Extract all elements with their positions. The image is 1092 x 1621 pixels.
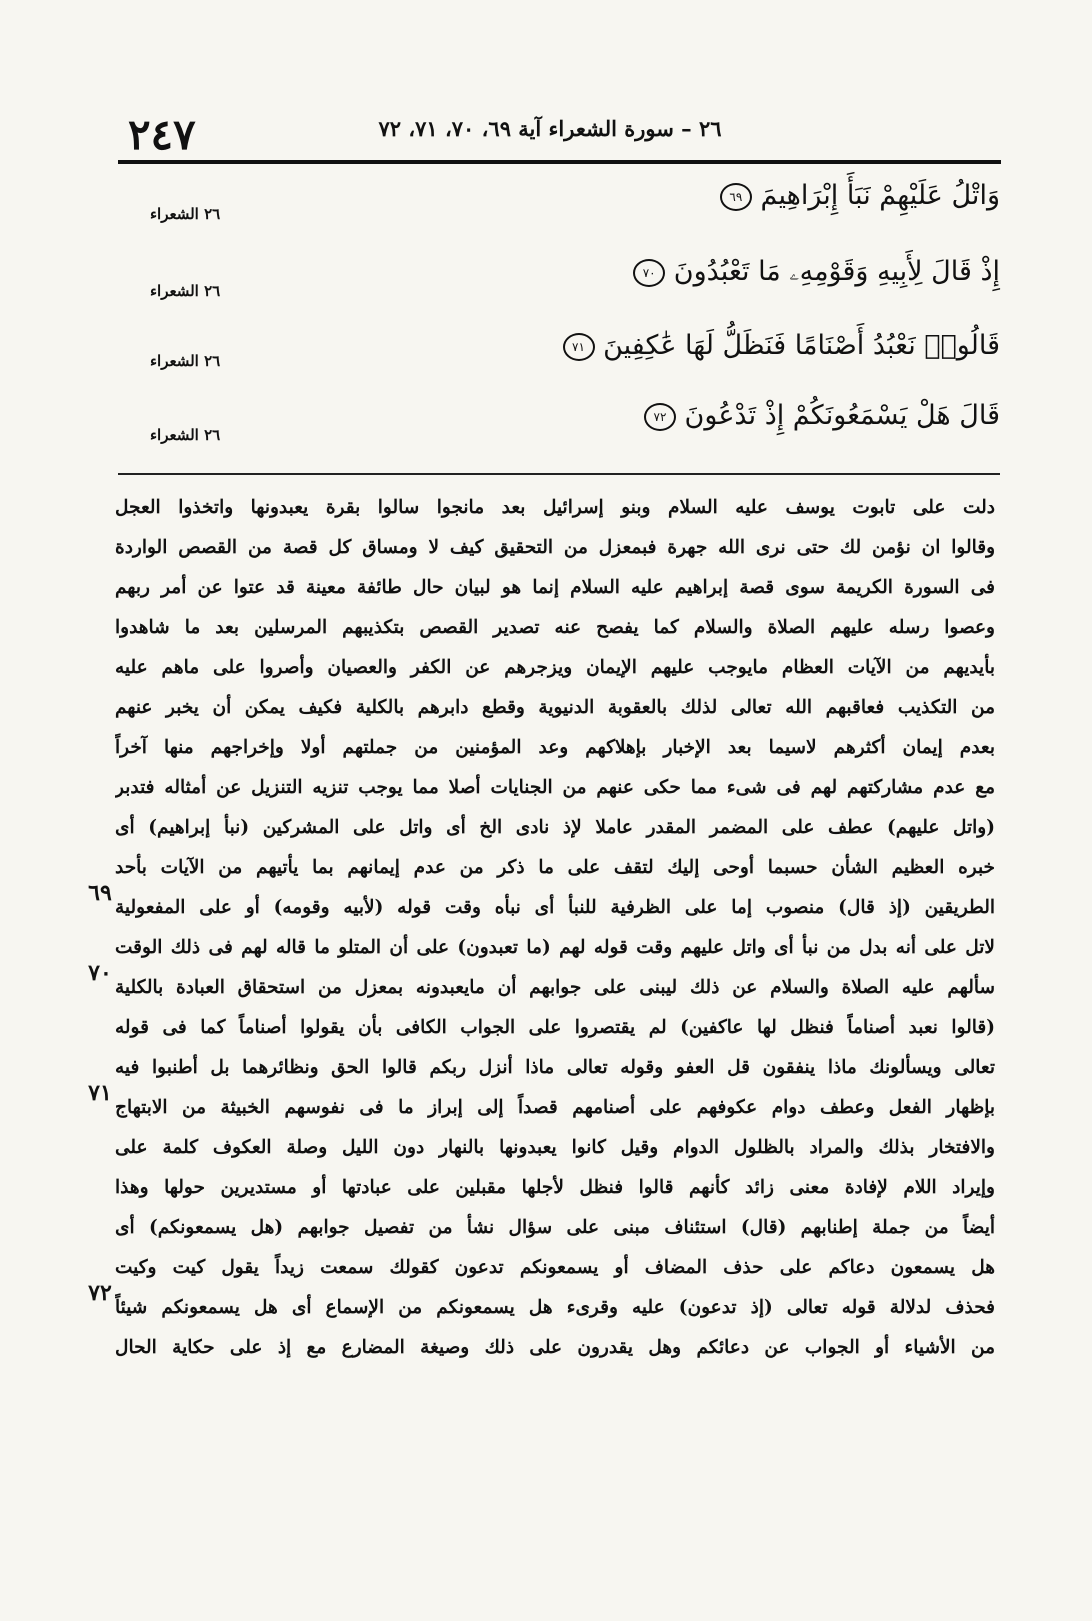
verse-line xyxy=(140,178,1000,218)
commentary-line: لاتل على أنه بدل من نبأ أى واتل عليهم وقت قوله لهم (ما تعبدون) على أن المتلو ما قاله لهم فى ذلك الوقت xyxy=(115,937,995,958)
verse-end-marker-icon: ٧٠ xyxy=(633,259,665,287)
commentary-line: تعالى ويسألونك ماذا ينفقون قل العفو وقوله تعالى ماذا أنزل ربكم قالوا الحق ونظائرهما بل أطنبوا فيه xyxy=(115,1057,995,1078)
commentary-line: وإيراد اللام لإفادة معنى زائد كأنهم قالوا فنظل لأجلها مقبلين على عبادتها أو مستديرين حولها وهذا xyxy=(115,1177,995,1198)
commentary-line: أيضاً من جملة إطنابهم (قال) استئناف مبنى على سؤال نشأ من تفصيل جوابهم (هل يسمعونكم) أى xyxy=(115,1217,995,1238)
commentary-line: بإظهار الفعل وعطف دوام عكوفهم على أصنامهم قصداً إلى إبراز ما فى نفوسهم الخبيثة من الابتهاج xyxy=(115,1097,995,1118)
verse-end-marker-icon: ٧١ xyxy=(563,333,595,361)
commentary-line: والافتخار بذلك والمراد بالظلول الدوام وقيل كانوا يعبدونها بالنهار دون الليل وصلة العكوف كلمة على xyxy=(115,1137,995,1158)
verse-line xyxy=(140,398,1000,438)
header-rule xyxy=(118,160,1001,164)
commentary-line: بأيديهم من الآيات العظام مايوجب عليهم الإيمان ويزجرهم عن الكفر والعصيان وأصروا على ماهم عليه xyxy=(115,657,995,678)
verse-line xyxy=(140,254,1000,294)
running-title: ٢٦ – سورة الشعراء آية ٦٩، ٧٠، ٧١، ٧٢ xyxy=(378,116,722,141)
surah-reference: ٢٦ الشعراء xyxy=(150,426,221,444)
verse-line xyxy=(140,328,1000,368)
verse-end-marker-icon: ٧٢ xyxy=(644,403,676,431)
commentary-line: فى السورة الكريمة سوى قصة إبراهيم عليه السلام إنما هو لبيان حال طائفة معينة قد عتوا عن أمر ربهم xyxy=(115,577,995,598)
verse-words: قَالُوا۟ نَعْبُدُ أَصْنَامًا فَنَظَلُّ لَهَا عَٰكِفِينَ xyxy=(603,330,1000,361)
commentary-line: مع عدم مشاركتهم لهم فى شىء مما حكى عنهم من الجنايات أصلا مما يوجب تنزيه التنزيل عن أمثاله فتدبر xyxy=(115,777,995,798)
commentary-text xyxy=(115,488,995,1368)
commentary-line: هل يسمعون دعاكم على حذف المضاف أو يسمعونكم تدعون كقولك سمعت زيداً يقول كيت وكيت xyxy=(115,1257,995,1278)
commentary-line: بعدم إيمان أكثرهم لاسيما بعد الإخبار بإهلاكهم وعد المؤمنين من جملتهم أولا وإخراجهم منها آخراً xyxy=(115,737,995,758)
commentary-line: (واتل عليهم) عطف على المضمر المقدر عاملا لإذ نادى الخ أى واتل على المشركين (نبأ إبراهيم) أى xyxy=(115,817,995,838)
surah-reference: ٢٦ الشعراء xyxy=(150,282,221,300)
verse-text xyxy=(627,254,1000,290)
verse-margin-number: ٧٢ xyxy=(88,1280,112,1306)
commentary-line: وقالوا ان نؤمن لك حتى نرى الله جهرة فبمعزل من التحقيق كيف لا ومساق كل قصة من القصص الواردة xyxy=(115,537,995,558)
section-rule xyxy=(118,473,1000,475)
verse-text xyxy=(638,398,1000,434)
verse-text xyxy=(557,328,1001,364)
commentary-line: الطريقين (إذ قال) منصوب إما على الظرفية للنبأ أى نبأه وقت قوله (لأبيه وقومه) أو على المفعولية xyxy=(115,897,995,918)
commentary-line: خبره العظيم الشأن حسبما أوحى إليك لتقف على ما ذكر من عدم إيمانهم بما يأتيهم من الآيات بأحد xyxy=(115,857,995,878)
verse-words: وَاتْلُ عَلَيْهِمْ نَبَأَ إِبْرَاهِيمَ xyxy=(760,180,1000,211)
verse-margin-number: ٦٩ xyxy=(88,880,112,906)
commentary-line: من الأشياء أو الجواب عن دعائكم وهل يقدرون على ذلك وصيغة المضارع مع إذ على حكاية الحال xyxy=(115,1337,995,1358)
surah-reference: ٢٦ الشعراء xyxy=(150,205,221,223)
commentary-line: فحذف لدلالة قوله تعالى (إذ تدعون) عليه وقرىء هل يسمعونكم من الإسماع أى هل يسمعونكم شيئاً xyxy=(115,1297,995,1318)
verse-margin-number: ٧١ xyxy=(88,1080,112,1106)
verse-end-marker-icon: ٦٩ xyxy=(720,183,752,211)
surah-reference: ٢٦ الشعراء xyxy=(150,352,221,370)
verse-text xyxy=(714,178,1000,214)
commentary-line: (قالوا نعبد أصناماً فنظل لها عاكفين) لم يقتصروا على الجواب الكافى بأن يقولوا أصناماً كما فى قوله xyxy=(115,1017,995,1038)
commentary-line: دلت على تابوت يوسف عليه السلام وبنو إسرائيل بعد مانجوا سالوا بقرة يعبدونها واتخذوا العجل xyxy=(115,497,995,518)
verse-margin-number: ٧٠ xyxy=(88,960,112,986)
commentary-line: من التكذيب فعاقبهم الله تعالى لذلك بالعقوبة الدنيوية وقطع دابرهم بالكلية فكيف يمكن أن يخبر عنهم xyxy=(115,697,995,718)
page-number: ٢٤٧ xyxy=(128,110,196,159)
commentary-line: وعصوا رسله عليهم الصلاة والسلام كما يفصح عنه تصدير القصص بتكذيبهم المرسلين بعد ما شاهدوا xyxy=(115,617,995,638)
verse-words: قَالَ هَلْ يَسْمَعُونَكُمْ إِذْ تَدْعُونَ xyxy=(684,400,1000,431)
verse-words: إِذْ قَالَ لِأَبِيهِ وَقَوْمِهِۦ مَا تَعْبُدُونَ xyxy=(673,256,1000,287)
commentary-line: سألهم عليه الصلاة والسلام عن ذلك ليبنى على جوابهم أن مايعبدونه بمعزل من استحقاق العبادة بالكلية xyxy=(115,977,995,998)
